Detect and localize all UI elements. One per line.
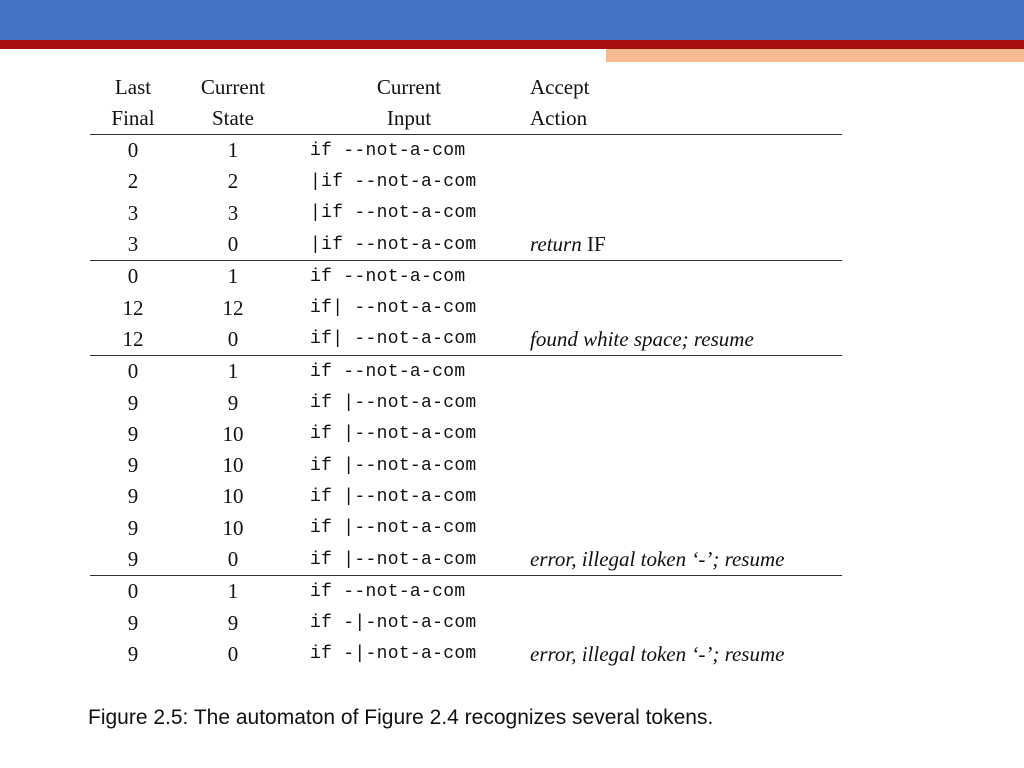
current-input-cell: if |--not-a-com — [310, 424, 477, 445]
current-state-cell: 1 — [227, 359, 239, 384]
table-row — [90, 607, 842, 638]
last-final-cell: 9 — [127, 390, 139, 415]
header-current-input — [290, 72, 528, 135]
accept-action-cell — [528, 481, 842, 512]
current-input-cell: if |--not-a-com — [310, 455, 477, 476]
header-current-state — [176, 72, 290, 135]
table-row — [90, 166, 842, 197]
current-state-cell: 10 — [222, 484, 244, 509]
table-body — [90, 135, 842, 671]
header-line: Current — [200, 75, 266, 99]
current-input-cell: if --not-a-com — [310, 140, 466, 161]
accept-action-cell — [528, 576, 842, 608]
header-line: Accept — [530, 75, 590, 99]
current-state-cell: 2 — [227, 169, 239, 194]
table-row — [90, 198, 842, 229]
automaton-trace-table — [90, 72, 842, 670]
table-row — [90, 356, 842, 388]
last-final-cell: 12 — [122, 295, 144, 320]
header-line: State — [212, 106, 254, 130]
current-state-cell: 0 — [227, 326, 239, 351]
last-final-cell: 12 — [122, 326, 144, 351]
accept-action-cell — [528, 607, 842, 638]
current-input-cell: if |--not-a-com — [310, 518, 477, 539]
header-line: Final — [111, 106, 155, 130]
current-input-cell: if |--not-a-com — [310, 549, 477, 570]
accept-action-cell — [528, 229, 842, 261]
accept-action-cell — [528, 450, 842, 481]
current-state-cell: 9 — [227, 610, 239, 635]
current-input-cell: if |--not-a-com — [310, 486, 477, 507]
current-input-cell: if --not-a-com — [310, 361, 466, 382]
table-row — [90, 544, 842, 576]
table-row — [90, 135, 842, 167]
accept-action-cell — [528, 544, 842, 576]
accept-action-cell — [528, 324, 842, 356]
current-state-cell: 1 — [227, 138, 239, 163]
current-input-cell: if -|-not-a-com — [310, 613, 477, 634]
header-last-final — [90, 72, 176, 135]
last-final-cell: 0 — [127, 264, 139, 289]
current-state-cell: 12 — [222, 295, 244, 320]
table-row — [90, 576, 842, 608]
current-input-cell: |if --not-a-com — [310, 234, 477, 255]
table-row — [90, 639, 842, 670]
header-line: Input — [386, 106, 432, 130]
current-input-cell: if --not-a-com — [310, 266, 466, 287]
header-line: Action — [530, 106, 588, 130]
last-final-cell: 0 — [127, 359, 139, 384]
last-final-cell: 9 — [127, 484, 139, 509]
last-final-cell: 9 — [127, 547, 139, 571]
accept-action-cell — [528, 135, 842, 167]
last-final-cell: 9 — [127, 453, 139, 478]
accept-action-cell — [528, 198, 842, 229]
accept-action-cell — [528, 166, 842, 197]
current-state-cell: 0 — [227, 641, 239, 666]
current-state-cell: 1 — [227, 264, 239, 289]
automaton-trace-table-container — [90, 72, 842, 670]
table-row — [90, 324, 842, 356]
accept-action-cell — [528, 292, 842, 323]
current-state-cell: 9 — [227, 390, 239, 415]
figure-caption: Figure 2.5: The automaton of Figure 2.4 recognizes several tokens. — [88, 706, 714, 729]
current-state-cell: 10 — [222, 421, 244, 446]
current-state-cell: 10 — [222, 515, 244, 540]
action-text: found white space; resume — [530, 326, 754, 351]
table-row — [90, 419, 842, 450]
red-accent-band — [0, 40, 1024, 49]
current-input-cell: if| --not-a-com — [310, 298, 477, 319]
header-accept-action — [528, 72, 842, 135]
last-final-cell: 3 — [127, 232, 139, 257]
table-header-row — [90, 72, 842, 135]
accept-action-cell — [528, 387, 842, 418]
last-final-cell: 0 — [127, 138, 139, 163]
table-row — [90, 513, 842, 544]
current-input-cell: if |--not-a-com — [310, 393, 477, 414]
current-state-cell: 3 — [227, 200, 239, 225]
accept-action-cell — [528, 513, 842, 544]
table-row — [90, 292, 842, 323]
current-state-cell: 10 — [222, 453, 244, 478]
action-text: error, illegal token ‘-’; resume — [530, 547, 785, 571]
accept-action-cell — [528, 261, 842, 293]
current-input-cell: |if --not-a-com — [310, 171, 477, 192]
current-state-cell: 1 — [227, 579, 239, 604]
last-final-cell: 3 — [127, 200, 139, 225]
current-state-cell: 0 — [227, 547, 239, 571]
last-final-cell: 0 — [127, 579, 139, 604]
table-row — [90, 229, 842, 261]
current-input-cell: if --not-a-com — [310, 581, 466, 602]
header-line: Current — [376, 75, 442, 99]
accept-action-cell — [528, 639, 842, 670]
action-text: error, illegal token ‘-’; resume — [530, 641, 785, 666]
current-input-cell: if| --not-a-com — [310, 329, 477, 350]
peach-accent-band — [606, 49, 1024, 62]
current-input-cell: if -|-not-a-com — [310, 644, 477, 665]
current-input-cell: |if --not-a-com — [310, 203, 477, 224]
title-bar — [0, 0, 1024, 40]
action-token: IF — [581, 232, 606, 257]
last-final-cell: 9 — [127, 610, 139, 635]
action-text: return — [530, 232, 582, 257]
header-line: Last — [114, 75, 152, 99]
table-row — [90, 387, 842, 418]
accept-action-cell — [528, 356, 842, 388]
table-row — [90, 450, 842, 481]
table-row — [90, 261, 842, 293]
accept-action-cell — [528, 419, 842, 450]
last-final-cell: 2 — [127, 169, 139, 194]
last-final-cell: 9 — [127, 515, 139, 540]
current-state-cell: 0 — [227, 232, 239, 257]
last-final-cell: 9 — [127, 641, 139, 666]
table-row — [90, 481, 842, 512]
last-final-cell: 9 — [127, 421, 139, 446]
